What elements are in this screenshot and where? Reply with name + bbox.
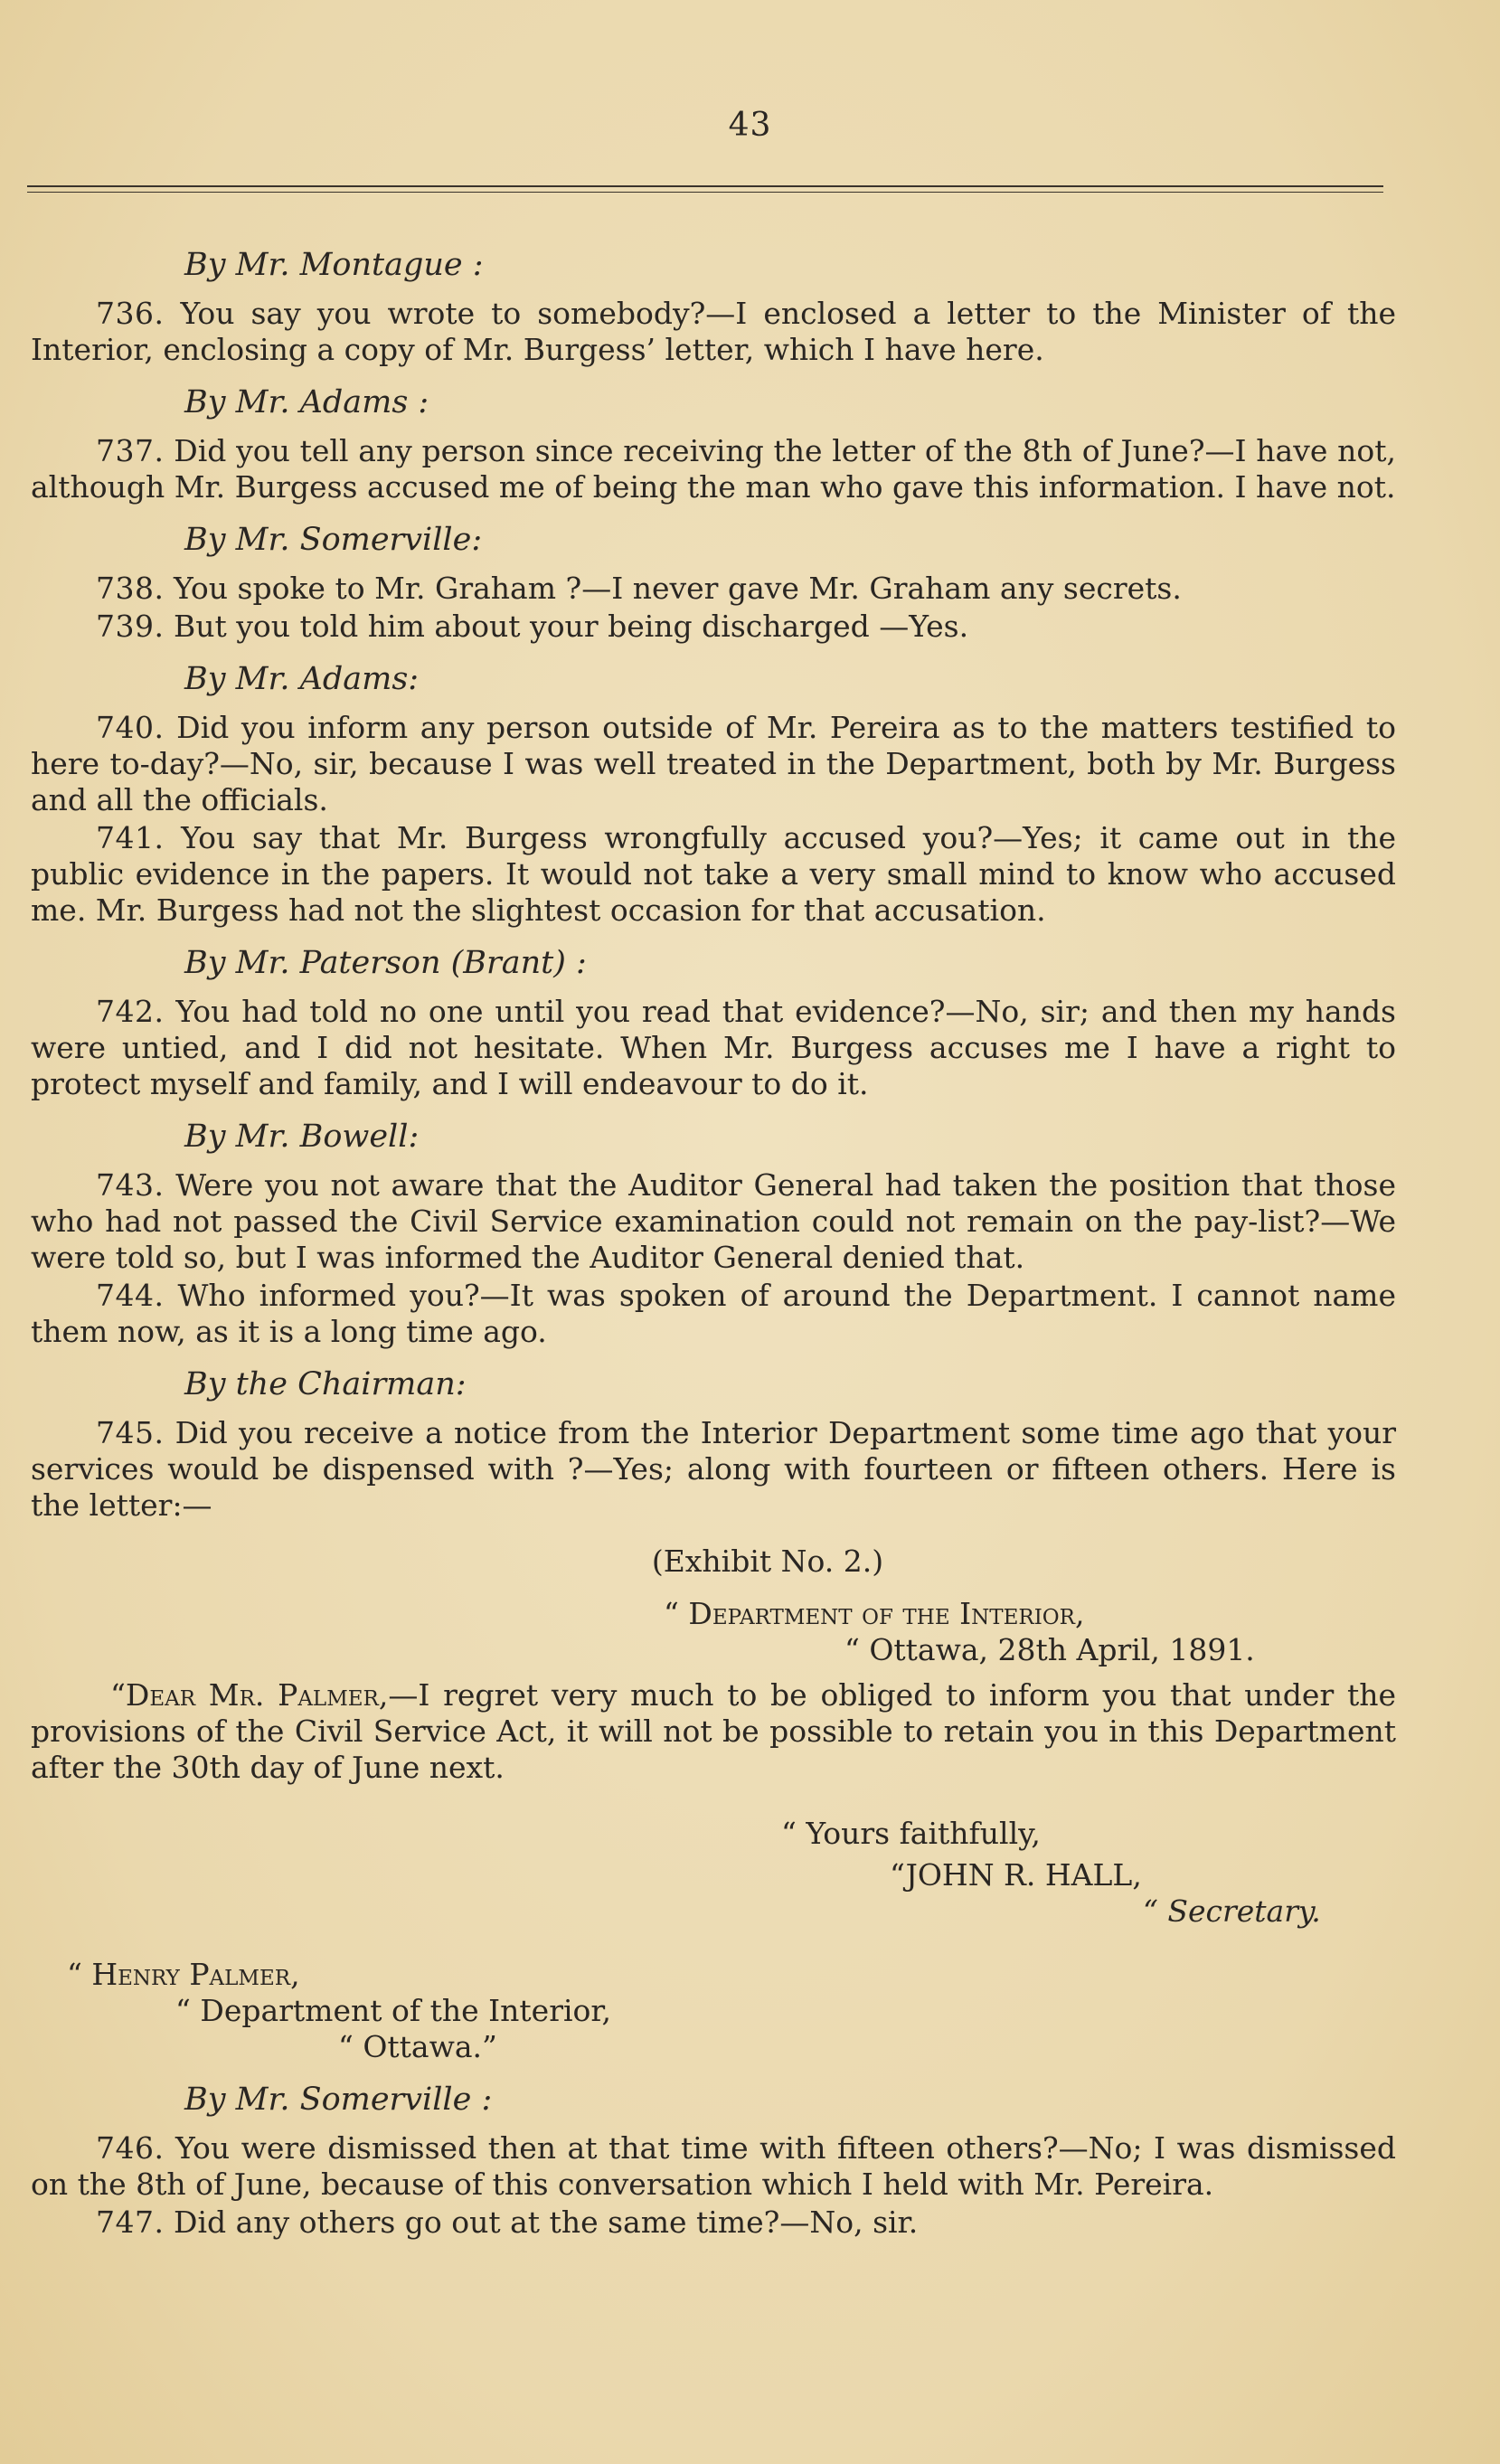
question-number: 739. [96,609,165,644]
section-montague [31,247,1396,368]
question-text: You say that Mr. Burgess wrongfully accused you?—Yes; it came out in the public evidence in the papers. It would not take a very small mind to know who accused me. Mr. Burgess had not the slightest occasion for that accusation. [31,820,1396,928]
question-text: You say you wrote to somebody?—I enclosed a letter to the Minister of the Interior, enclosing a copy of Mr. Burgess’ letter, which I have here. [31,296,1396,367]
section-chairman [31,1366,1396,1524]
letter-text: —I regret very much to be obliged to inform you that under the provisions of the Civil Service Act, it will not be possible to retain you in this Department after the 30th day of June next. [31,1677,1397,1785]
question-741 [31,820,1396,929]
header-rule-bottom [27,192,1383,193]
letter-recipient-line2: “ Department of the Interior, [175,1993,612,2028]
question-738 [31,571,1396,607]
section-adams-2 [31,661,1396,929]
letter-recipient-name: “ Henry Palmer, [67,1957,300,1992]
question-text: Did you tell any person since receiving the letter of the 8th of June?—I have not, although Mr. Burgess accused me of being the man who gave this information. I have not. [31,433,1396,505]
letter-salutation: “Dear Mr. Palmer, [110,1677,389,1713]
page-number: 43 [728,107,772,144]
letter-signature: “JOHN R. HALL, [890,1857,1142,1893]
question-text: Who informed you?—It was spoken of around the Department. I cannot name them now, as it is a long time ago. [31,1278,1396,1349]
question-text: Were you not aware that the Auditor General had taken the position that those who had not passed the Civil Service examination could not remain on the pay-list?—We were told so, but I was informed the Auditor General denied that. [31,1167,1396,1275]
section-somerville-1 [31,522,1396,645]
question-746 [31,2130,1396,2203]
question-743 [31,1167,1396,1276]
letter-signature-title: “ Secretary. [1143,1893,1321,1929]
question-739 [31,609,1396,645]
question-text: But you told him about your being discharged —Yes. [173,609,969,644]
header-rule-top [27,185,1383,187]
letter-body [31,1677,1396,1786]
question-number: 742. [96,994,165,1029]
question-number: 745. [96,1415,165,1450]
question-text: Did any others go out at the same time?—No, sir. [173,2204,919,2240]
speaker-heading: By the Chairman: [184,1366,467,1402]
letter-address-line2: “ Ottawa, 28th April, 1891. [844,1632,1255,1667]
question-text: You spoke to Mr. Graham ?—I never gave Mr. Graham any secrets. [173,571,1182,606]
question-736 [31,296,1396,368]
question-number: 747. [96,2204,165,2240]
question-text: Did you inform any person outside of Mr. Pereira as to the matters testified to here to-day?—No, sir, because I was well treated in the Department, both by Mr. Burgess and all the officials. [31,710,1396,817]
question-740 [31,710,1396,818]
speaker-heading: By Mr. Adams : [184,384,429,420]
section-adams-1 [31,384,1396,505]
question-number: 736. [96,296,165,331]
question-text: You had told no one until you read that evidence?—No, sir; and then my hands were untied, and I did not hesitate. When Mr. Burgess accuses me I have a right to protect myself and family, and I will endeavour to do it. [31,994,1396,1101]
letter-closing: “ Yours faithfully, [781,1816,1041,1851]
speaker-heading: By Mr. Somerville: [184,522,483,558]
section-bowell [31,1119,1396,1350]
question-747 [31,2204,1396,2241]
section-somerville-2 [31,2082,1396,2241]
question-745 [31,1415,1396,1524]
question-number: 746. [96,2130,165,2166]
question-737 [31,433,1396,505]
question-number: 740. [96,710,165,745]
question-742 [31,994,1396,1102]
question-number: 743. [96,1167,165,1203]
question-number: 744. [96,1278,165,1313]
speaker-heading: By Mr. Adams: [184,661,420,697]
section-paterson [31,945,1396,1102]
question-744 [31,1278,1396,1350]
letter-address-line1: “ Department of the Interior, [664,1596,1085,1631]
question-text: You were dismissed then at that time with fifteen others?—No; I was dismissed on the 8th of June, because of this conversation which I held with Mr. Pereira. [31,2130,1396,2202]
exhibit-letter [31,1544,1396,2065]
speaker-heading: By Mr. Montague : [184,247,484,283]
exhibit-heading: (Exhibit No. 2.) [651,1544,884,1579]
question-number: 738. [96,571,165,606]
letter-recipient-line3: “ Ottawa.” [338,2029,497,2064]
speaker-heading: By Mr. Somerville : [184,2082,493,2118]
question-number: 741. [96,820,165,855]
speaker-heading: By Mr. Bowell: [184,1119,420,1155]
speaker-heading: By Mr. Paterson (Brant) : [184,945,587,981]
question-text: Did you receive a notice from the Interior Department some time ago that your services would be dispensed with ?—Yes; along with fourteen or fifteen others. Here is the letter:— [31,1415,1396,1523]
question-number: 737. [96,433,165,468]
testimony-body [31,231,1396,2244]
